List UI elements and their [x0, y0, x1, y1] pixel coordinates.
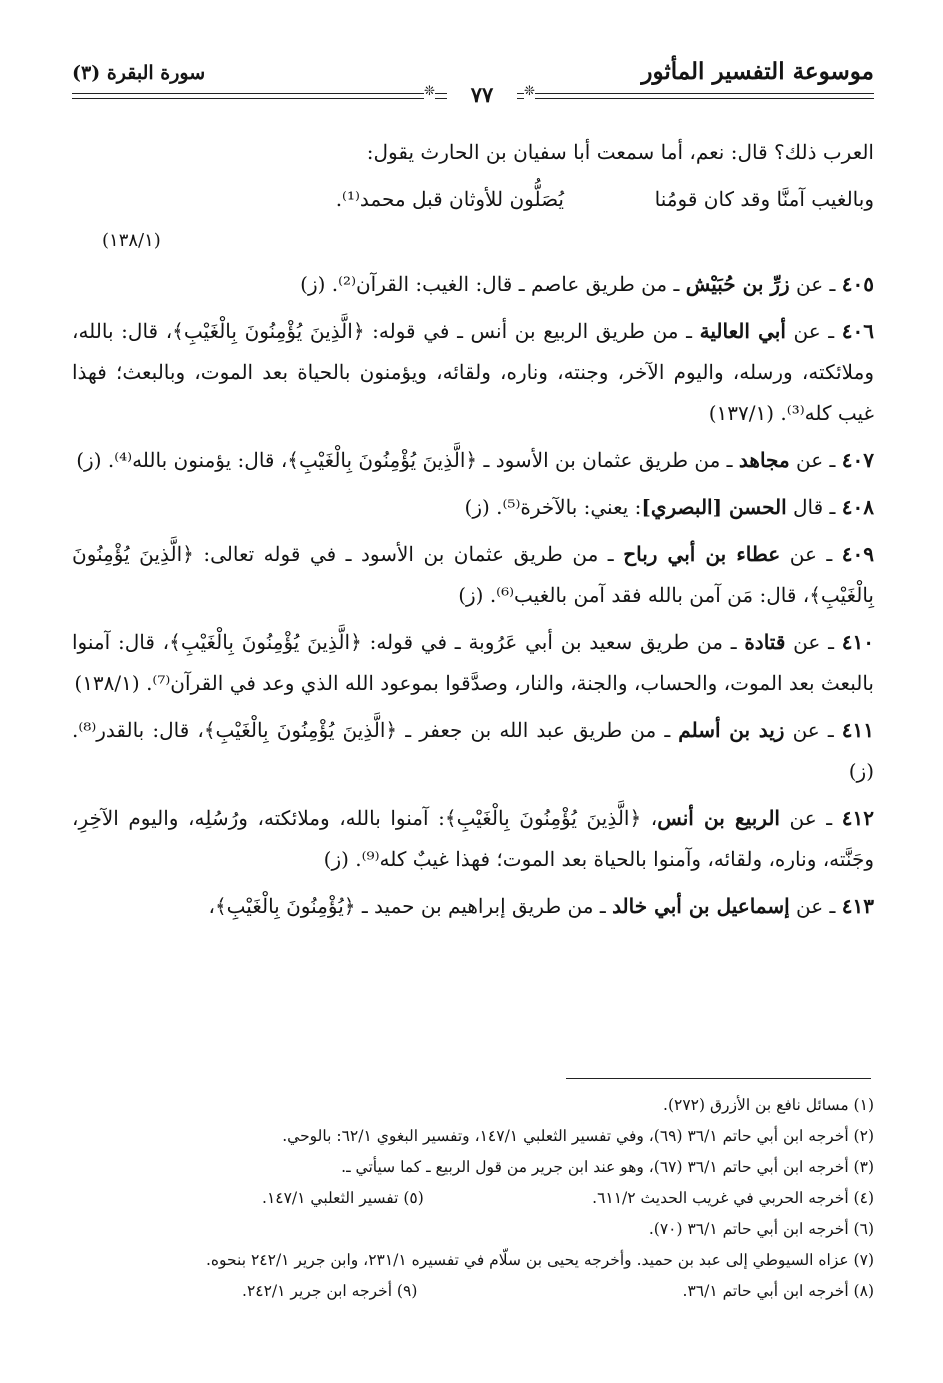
entry-connector: ـ عن [789, 448, 842, 472]
entry-412 [72, 798, 874, 880]
footnote-2: (٢) أخرجه ابن أبي حاتم ٣٦/١ (٦٩)، وفي تفسير الثعلبي ١٤٧/١، وتفسير البغوي ٦٢/١: بالوحي. [282, 1127, 874, 1145]
entry-number: ٤٠٧ [841, 448, 874, 472]
running-header [72, 52, 874, 112]
entry-text: ـ من طريق إبراهيم بن حميد ـ ﴿يُؤْمِنُونَ بِالْغَيْبِ﴾، [208, 894, 613, 918]
entry-connector: ـ عن [779, 806, 842, 830]
entry-text: ـ من طريق عثمان بن الأسود ـ في قوله تعالى: ﴿الَّذِينَ يُؤْمِنُونَ بِالْغَيْبِ﴾، قال: مَن آمن بالله فقد آمن بالغيب⁽⁶⁾. (ز) [72, 542, 874, 607]
narrator-name: عطاء بن أبي رباح [623, 542, 781, 566]
footnote-7: (٧) عزاه السيوطي إلى عبد بن حميد. وأخرجه يحيى بن سلّام في تفسيره ٢٣١/١، وابن جرير ٢٤٢/١ بنحوه. [205, 1251, 874, 1269]
entry-number: ٤٠٦ [841, 319, 875, 343]
main-text [72, 132, 874, 933]
narrator-name: زيد بن أسلم [678, 718, 785, 742]
entry-connector: ـ عن [785, 630, 842, 654]
entry-text: ، ﴿الَّذِينَ يُؤْمِنُونَ بِالْغَيْبِ﴾: آمنوا بالله، وملائكته، ورُسُلِه، واليوم الآخِرِ، وجَنَّته، وناره، ولقائه، وآمنوا بالحياة بعد الموت؛ فهذا غيبٌ كله⁽⁹⁾. (ز) [72, 806, 874, 871]
entry-connector: ـ عن [784, 718, 842, 742]
ornament-icon: ❊ [524, 84, 535, 99]
entry-number: ٤٠٩ [841, 542, 875, 566]
footnote-separator [566, 1078, 871, 1079]
entry-number: ٤١٣ [841, 894, 874, 918]
surah-title: سورة البقرة (٣) [72, 62, 206, 84]
entry-number: ٤١٢ [841, 806, 874, 830]
verse-first-hemistich: وبالغيب آمنَّا وقد كان قومُنا [654, 187, 874, 211]
entry-413 [72, 886, 874, 927]
entry-text: ـ من طريق عاصم ـ قال: الغيب: القرآن⁽²⁾. (ز) [300, 272, 686, 296]
ornament-icon: ❊ [424, 84, 435, 99]
entry-407 [72, 440, 874, 481]
footnote-3: (٣) أخرجه ابن أبي حاتم ٣٦/١ (٦٧)، وهو عند ابن جرير من قول الربيع ـ كما سيأتي ـ. [341, 1158, 874, 1176]
entry-text: ـ من طريق سعيد بن أبي عَرُوبة ـ في قوله: ﴿الَّذِينَ يُؤْمِنُونَ بِالْغَيْبِ﴾، قال: آمنوا بالبعث بعد الموت، والحساب، والجنة، والنار، وصدَّقوا بموعود الله الذي وعد في القرآن⁽⁷⁾. (١٣٨/١) [72, 630, 874, 695]
entry-text: ـ من طريق الربيع بن أنس ـ في قوله: ﴿الَّذِينَ يُؤْمِنُونَ بِالْغَيْبِ﴾، قال: بالله، وملائكته، ورسله، واليوم الآخر، وجنته، وناره، ولقائه، ويؤمنون بالحياة بعد الموت، وبالبعث؛ فهذا غيب كله⁽³⁾. (١٣٧/١) [72, 319, 874, 425]
entry-text: : يعني: بالآخرة⁽⁵⁾. (ز) [464, 495, 642, 519]
footnote-row [72, 1276, 874, 1307]
entry-connector: ـ عن [785, 319, 842, 343]
entry-405 [72, 264, 874, 305]
entry-406 [72, 311, 874, 434]
footnote-5: (٥) تفسير الثعلبي ١٤٧/١. [262, 1189, 424, 1207]
narrator-name: الربيع بن أنس [657, 806, 780, 830]
narrator-name: أبي العالية [699, 319, 786, 343]
narrator-name: قتادة [744, 630, 786, 654]
page-number: ٧٧ [447, 82, 517, 107]
footnote-6: (٦) أخرجه ابن أبي حاتم ٣٦/١ (٧٠). [648, 1220, 874, 1238]
narrator-name: زرِّ بن حُبَيْش [685, 272, 790, 296]
entry-411 [72, 710, 874, 792]
footnote-row [72, 1183, 874, 1214]
narrator-name: مجاهد [738, 448, 790, 472]
narrator-name: الحسن [البصري] [641, 495, 787, 519]
entry-number: ٤٠٥ [841, 272, 874, 296]
poetry-verse [72, 179, 874, 220]
entry-connector: ـ عن [789, 272, 842, 296]
volume-page-reference: (١٣٨/١) [102, 230, 161, 251]
entry-text: ـ من طريق عبد الله بن جعفر ـ ﴿الَّذِينَ يُؤْمِنُونَ بِالْغَيْبِ﴾، قال: بالقدر⁽⁸⁾. (ز) [72, 718, 874, 783]
intro-line: العرب ذلك؟ قال: نعم، أما سمعت أبا سفيان بن الحارث يقول: [366, 140, 874, 164]
entry-410 [72, 622, 874, 704]
entry-number: ٤١٠ [841, 630, 874, 654]
entry-number: ٤٠٨ [841, 495, 874, 519]
book-title: موسوعة التفسير المأثور [641, 58, 874, 85]
entry-connector: ـ قال [786, 495, 842, 519]
entry-connector: ـ عن [789, 894, 842, 918]
entry-409 [72, 534, 874, 616]
entry-number: ٤١١ [841, 718, 875, 742]
footnotes [72, 1090, 874, 1307]
verse-second-hemistich: يُصَلُّون للأوثان قبل محمد⁽¹⁾. [335, 187, 564, 211]
footnote-4: (٤) أخرجه الحربي في غريب الحديث ٦١١/٢. [592, 1189, 874, 1207]
entry-connector: ـ عن [780, 542, 842, 566]
footnote-9: (٩) أخرجه ابن جرير ٢٤٢/١. [242, 1282, 418, 1300]
narrator-name: إسماعيل بن أبي خالد [612, 894, 790, 918]
entry-408 [72, 487, 874, 528]
entry-text: ـ من طريق عثمان بن الأسود ـ ﴿الَّذِينَ يُؤْمِنُونَ بِالْغَيْبِ﴾، قال: يؤمنون بالله⁽⁴⁾. (ز) [76, 448, 739, 472]
footnote-8: (٨) أخرجه ابن أبي حاتم ٣٦/١. [682, 1282, 874, 1300]
footnote-1: (١) مسائل نافع بن الأزرق (٢٧٢). [663, 1096, 874, 1114]
